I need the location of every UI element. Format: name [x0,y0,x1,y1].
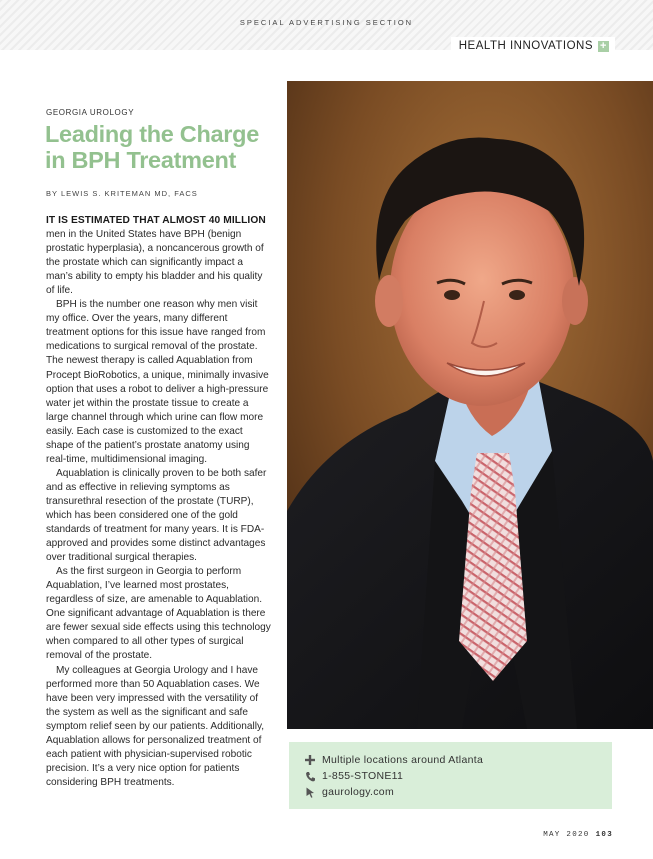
portrait-photo [287,81,653,729]
website-row [303,786,394,798]
phone-row [303,770,403,782]
plus-icon [303,754,317,766]
article-body [46,214,272,790]
article-headline: Leading the Charge in BPH Treatment [45,121,259,173]
locations-row [303,754,483,766]
article-paragraph: My colleagues at Georgia Urology and I have performed more than 50 Aquablation cases. We have been very impressed with the versatility of the system as well as the significant and safe symptom relief seen by our patients. Additionally, Aquablation allows for personalized treatment of each patient with physician-supervised robotic precision. It’s a very nice option for patients considering BPH treatments. [46,664,265,788]
article-paragraph: As the first surgeon in Georgia to perform Aquablation, I’ve learned most prostates, regardless of size, are amenable to Aquablation. One significant advantage of Aquablation is there are fewer sexual side effects using this technology when compared to all other types of surgical removal of the prostate. [46,566,271,662]
special-section-label: SPECIAL ADVERTISING SECTION [239,18,414,27]
contact-info-box [289,742,612,809]
lead-in: IT IS ESTIMATED THAT ALMOST 40 MILLION [46,215,266,226]
page-folio [543,831,613,839]
phone-icon [303,770,317,782]
cursor-icon [303,786,317,798]
article-byline: BY LEWIS S. KRITEMAN MD, FACS [46,189,198,198]
section-tab [451,37,615,55]
article-paragraph: Aquablation is clinically proven to be both safer and as effective in relieving symptoms as transurethral resection of the prostate (TURP), which has been considered one of the gold standards of treatment for many years. It is FDA-approved and provides some distinct advantages over traditional surgical therapies. [46,467,267,564]
article-paragraph [46,214,272,298]
locations-text: Multiple locations around Atlanta [322,754,484,766]
article-kicker: GEORGIA UROLOGY [46,108,135,117]
phone-number[interactable]: 1-855-STONE11 [322,770,404,782]
page-number: 103 [595,831,613,839]
section-tab-label: HEALTH INNOVATIONS [458,40,593,52]
plus-icon: + [598,41,609,52]
article-paragraph: BPH is the number one reason why men visit my office. Over the years, many different treatment options for this issue have ranged from medications to surgical removal of the prostate. The newest therapy is called Aquablation from Procept BioRobotics, a unique, minimally invasive option that uses a robot to deliver a high-pressure water jet within the prostate tissue to create a large channel through which urine can flow more easily. Each case is customized to the exact shape of the patient’s prostate anatomy using real-time, multidimensional imaging. [46,299,269,465]
website-link[interactable]: gaurology.com [322,786,394,798]
issue-date: MAY 2020 [543,831,590,839]
paragraph-text: men in the United States have BPH (benign prostatic hyperplasia), a noncancerous growth of the prostate which can significantly impact a man’s ability to empty his bladder and his quality of life. [46,229,264,297]
